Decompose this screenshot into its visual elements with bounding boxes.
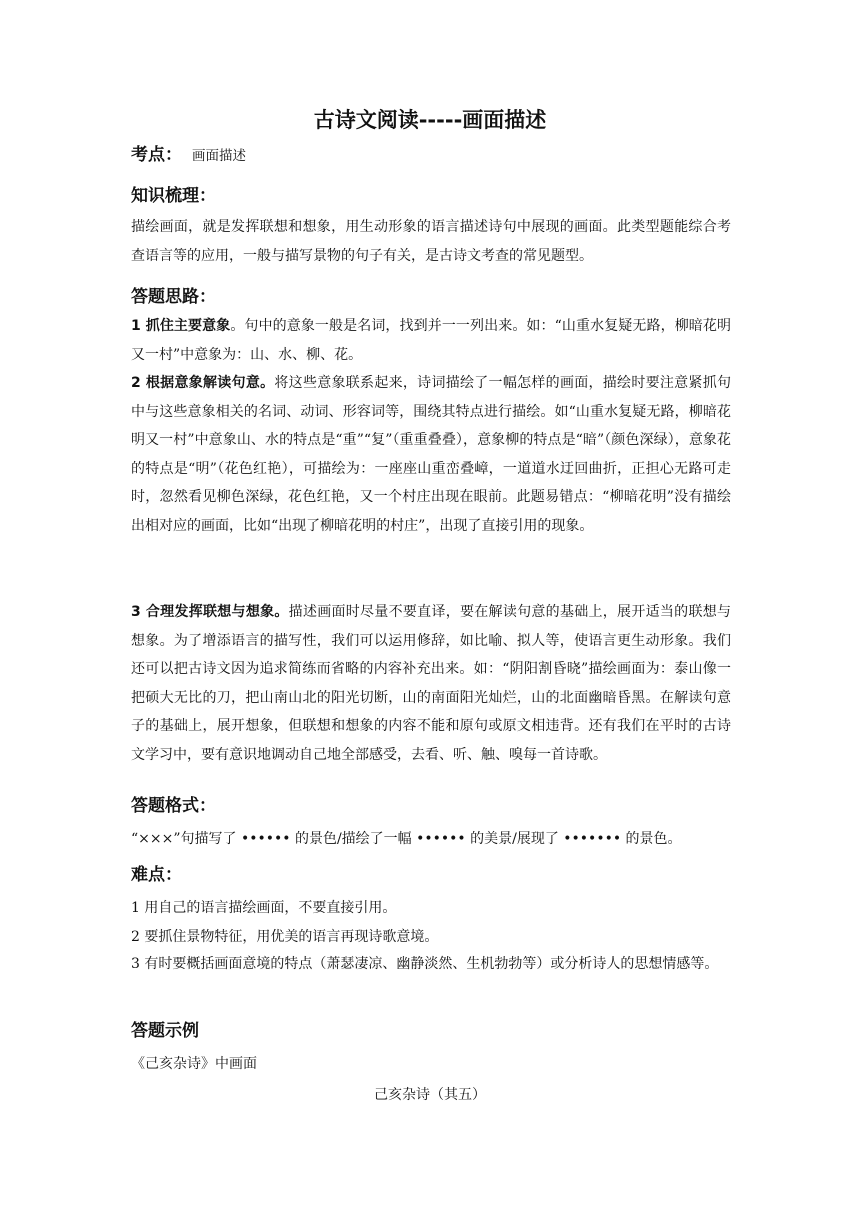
approach-item-2-text: 将这些意象联系起来，诗词描绘了一幅怎样的画面，描绘时要注意紧抓句中与这些意象相关的名词、动词、形容词等，围绕其特点进行描绘。如“山重水复疑无路，柳暗花明又一村”中意象山、水的特点是“重”“复”（重重叠叠），意象柳的特点是“暗”（颜色深绿），意象花的特点是“明”（花色红艳），可描绘为：一座座山重峦叠嶂，一道道水迂回曲折，正担心无路可走时，忽然看见柳色深绿，花色红艳，又一个村庄出现在眼前。此题易错点：“柳暗花明”没有描绘出相对应的画面，比如“出现了柳暗花明的村庄”，出现了直接引用的现象。 bbox=[131, 375, 731, 534]
approach-item-2 bbox=[131, 369, 731, 541]
approach-item-1 bbox=[131, 312, 731, 369]
knowledge-heading: 知识梳理： bbox=[131, 186, 216, 206]
format-text: “×××”句描写了 •••••• 的景色/描绘了一幅 •••••• 的美景/展现了 ••••••• 的景色。 bbox=[131, 831, 682, 847]
example-subject: 《己亥杂诗》中画面 bbox=[131, 1056, 257, 1072]
difficulty-heading: 难点： bbox=[131, 865, 182, 885]
knowledge-text: 描绘画面，就是发挥联想和想象，用生动形象的语言描述诗句中展现的画面。此类型题能综合考查语言等的应用，一般与描写景物的句子有关，是古诗文考查的常见题型。 bbox=[131, 219, 731, 264]
approach-item-3-text: 描述画面时尽量不要直译，要在解读句意的基础上，展开适当的联想与想象。为了增添语言的描写性，我们可以运用修辞，如比喻、拟人等，使语言更生动形象。我们还可以把古诗文因为追求简练而省略的内容补充出来。如：“阴阳割昏晓”描绘画面为：泰山像一把硕大无比的刀，把山南山北的阳光切断，山的南面阳光灿烂，山的北面幽暗昏黑。在解读句意子的基础上，展开想象，但联想和想象的内容不能和原句或原文相违背。还有我们在平时的古诗文学习中，要有意识地调动自己地全部感受，去看、听、触、嗅每一首诗歌。 bbox=[131, 604, 731, 763]
approach-item-1-text: 。句中的意象一般是名词，找到并一一列出来。如：“山重水复疑无路，柳暗花明又一村”中意象为：山、水、柳、花。 bbox=[131, 318, 731, 363]
poem-title: 己亥杂诗（其五） bbox=[374, 1087, 486, 1103]
format-heading: 答题格式： bbox=[131, 796, 216, 816]
approach-item-3-lead: 3 合理发挥联想与想象。 bbox=[131, 604, 289, 620]
example-heading: 答题示例 bbox=[131, 1021, 199, 1041]
approach-heading: 答题思路： bbox=[131, 287, 216, 307]
difficulty-item-3: 3 有时要概括画面意境的特点（萧瑟凄凉、幽静淡然、生机勃勃等）或分析诗人的思想情感等。 bbox=[131, 956, 719, 972]
exam-point-value: 画面描述 bbox=[192, 148, 246, 164]
difficulty-item-1: 1 用自己的语言描绘画面，不要直接引用。 bbox=[131, 900, 397, 916]
document-title: 古诗文阅读-----画面描述 bbox=[313, 108, 547, 132]
exam-point bbox=[131, 140, 246, 165]
approach-item-2-lead: 2 根据意象解读句意。 bbox=[131, 375, 275, 391]
approach-item-3 bbox=[131, 598, 731, 770]
difficulty-item-2: 2 要抓住景物特征，用优美的语言再现诗歌意境。 bbox=[131, 929, 439, 945]
approach-item-1-lead: 1 抓住主要意象 bbox=[131, 318, 231, 334]
exam-point-label: 考点： bbox=[131, 145, 182, 165]
